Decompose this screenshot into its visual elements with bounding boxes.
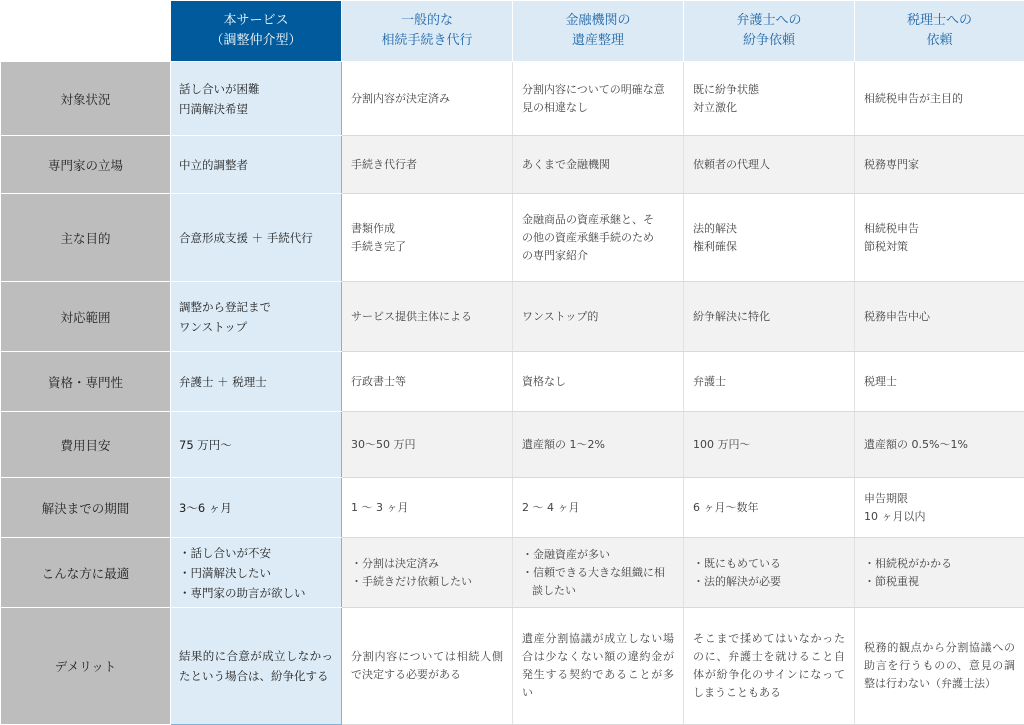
cell-line: 税理士 xyxy=(864,373,1015,391)
table-cell xyxy=(684,538,855,608)
cell-line: 依頼者の代理人 xyxy=(693,156,845,174)
table-row xyxy=(1,412,1024,478)
table-cell xyxy=(855,478,1024,538)
cell-line: 税務申告中心 xyxy=(864,308,1015,326)
cell-line: ・円満解決したい xyxy=(179,563,333,583)
table-row xyxy=(1,194,1024,282)
table-cell xyxy=(342,282,513,352)
column-header-bank xyxy=(513,1,684,62)
cell-line: 税務専門家 xyxy=(864,156,1015,174)
table-cell xyxy=(513,352,684,412)
cell-line: ・法的解決が必要 xyxy=(693,573,845,591)
cell-line: 対立激化 xyxy=(693,99,845,117)
table-cell xyxy=(684,608,855,725)
cell-line: 手続き代行者 xyxy=(351,156,503,174)
table-row xyxy=(1,538,1024,608)
table-cell xyxy=(855,194,1024,282)
cell-line: 相続税申告 xyxy=(864,220,1015,238)
cell-line: 調整から登記まで xyxy=(179,297,333,317)
cell-line: 手続き完了 xyxy=(351,238,503,256)
header-line: 依頼 xyxy=(855,31,1024,51)
main-service-cell xyxy=(171,136,342,194)
row-label: 資格・専門性 xyxy=(1,352,171,412)
table-cell xyxy=(513,62,684,136)
table-cell xyxy=(855,538,1024,608)
table-cell xyxy=(342,608,513,725)
column-header-tax xyxy=(855,1,1024,62)
table-cell xyxy=(684,62,855,136)
cell-line: ・話し合いが不安 xyxy=(179,543,333,563)
cell-line: 紛争解決に特化 xyxy=(693,308,845,326)
row-label: 費用目安 xyxy=(1,412,171,478)
main-service-cell xyxy=(171,194,342,282)
cell-line: 10 ヶ月以内 xyxy=(864,508,1015,526)
cell-line: ・相続税がかかる xyxy=(864,555,1015,573)
table-cell xyxy=(513,412,684,478)
row-label: こんな方に最適 xyxy=(1,538,171,608)
cell-line: 円満解決希望 xyxy=(179,99,333,119)
cell-line: 金融商品の資産承継と、そ xyxy=(522,211,674,229)
cell-line: 見の相違なし xyxy=(522,99,674,117)
cell-line: 申告期限 xyxy=(864,490,1015,508)
main-service-cell xyxy=(171,538,342,608)
cell-line: ・手続きだけ依頼したい xyxy=(351,573,503,591)
cell-line: ワンストップ xyxy=(179,317,333,337)
row-label: 対象状況 xyxy=(1,62,171,136)
cell-line: 遺産額の 0.5%〜1% xyxy=(864,436,1015,454)
table-cell xyxy=(684,478,855,538)
cell-line: ・信頼できる大きな組織に相談したい xyxy=(522,564,674,600)
table-cell xyxy=(684,194,855,282)
cell-line: 30〜50 万円 xyxy=(351,436,503,454)
cell-line: あくまで金融機関 xyxy=(522,156,674,174)
cell-line: 100 万円〜 xyxy=(693,436,845,454)
header-line: 一般的な xyxy=(342,11,512,31)
cell-line: ・金融資産が多い xyxy=(522,546,674,564)
row-label: 解決までの期間 xyxy=(1,478,171,538)
cell-line: 75 万円〜 xyxy=(179,435,333,455)
header-row xyxy=(1,1,1024,62)
cell-line: 資格なし xyxy=(522,373,674,391)
cell-line: サービス提供主体による xyxy=(351,308,503,326)
table-cell xyxy=(342,412,513,478)
table-row xyxy=(1,608,1024,725)
table-cell xyxy=(342,136,513,194)
header-line: 弁護士への xyxy=(684,11,854,31)
cell-line: 6 ヶ月〜数年 xyxy=(693,499,845,517)
table-row xyxy=(1,352,1024,412)
table-cell xyxy=(855,412,1024,478)
cell-line: 節税対策 xyxy=(864,238,1015,256)
row-label: デメリット xyxy=(1,608,171,725)
header-line: 本サービス xyxy=(171,11,341,31)
row-label: 対応範囲 xyxy=(1,282,171,352)
table-cell xyxy=(855,136,1024,194)
cell-line: 結果的に合意が成立しなかったという場合は、紛争化する xyxy=(179,646,333,686)
cell-line: そこまで揉めてはいなかったのに、弁護士を就けること自体が紛争化のサインになってしまうこともある xyxy=(693,630,845,702)
header-line: 紛争依頼 xyxy=(684,31,854,51)
table-cell xyxy=(513,608,684,725)
cell-line: 行政書士等 xyxy=(351,373,503,391)
column-header-lawyer xyxy=(684,1,855,62)
header-line: （調整仲介型） xyxy=(171,31,341,51)
table-cell xyxy=(684,352,855,412)
main-service-cell xyxy=(171,412,342,478)
table-cell xyxy=(855,62,1024,136)
cell-line: 権利確保 xyxy=(693,238,845,256)
cell-line: ワンストップ的 xyxy=(522,308,674,326)
table-cell xyxy=(684,282,855,352)
cell-line: 弁護士 ＋ 税理士 xyxy=(179,372,333,392)
table-cell xyxy=(513,478,684,538)
table-cell xyxy=(684,412,855,478)
cell-line: 遺産額の 1〜2% xyxy=(522,436,674,454)
cell-line: 既に紛争状態 xyxy=(693,81,845,99)
table-row xyxy=(1,136,1024,194)
row-label: 主な目的 xyxy=(1,194,171,282)
cell-line: 書類作成 xyxy=(351,220,503,238)
table-cell xyxy=(855,282,1024,352)
header-line: 金融機関の xyxy=(513,11,683,31)
column-header-main-service xyxy=(171,1,342,62)
table-cell xyxy=(342,194,513,282)
cell-line: 税務的観点から分割協議への助言を行うものの、意見の調整は行わない（弁護士法） xyxy=(864,639,1015,693)
row-label: 専門家の立場 xyxy=(1,136,171,194)
header-line: 遺産整理 xyxy=(513,31,683,51)
cell-line: の他の資産承継手続のため xyxy=(522,229,674,247)
cell-line: 弁護士 xyxy=(693,373,845,391)
cell-line: 分割内容についての明確な意 xyxy=(522,81,674,99)
table-row xyxy=(1,478,1024,538)
table-row xyxy=(1,282,1024,352)
table-cell xyxy=(855,608,1024,725)
cell-line: 中立的調整者 xyxy=(179,155,333,175)
cell-line: ・専門家の助言が欲しい xyxy=(179,583,333,603)
column-header-agency xyxy=(342,1,513,62)
cell-line: 分割内容については相続人側で決定する必要がある xyxy=(351,648,503,684)
cell-line: ・既にもめている xyxy=(693,555,845,573)
cell-line: 分割内容が決定済み xyxy=(351,90,503,108)
header-line: 税理士への xyxy=(855,11,1024,31)
cell-line: 3〜6 ヶ月 xyxy=(179,498,333,518)
cell-line: 1 〜 3 ヶ月 xyxy=(351,499,503,517)
cell-line: の専門家紹介 xyxy=(522,247,674,265)
table-cell xyxy=(342,478,513,538)
table-cell xyxy=(342,352,513,412)
cell-line: 遺産分割協議が成立しない場合は少なくない額の違約金が発生する契約であることが多い xyxy=(522,630,674,702)
main-service-cell xyxy=(171,608,342,725)
cell-line: 相続税申告が主目的 xyxy=(864,90,1015,108)
corner-cell xyxy=(1,1,171,62)
table-cell xyxy=(513,282,684,352)
header-line: 相続手続き代行 xyxy=(342,31,512,51)
main-service-cell xyxy=(171,478,342,538)
table-cell xyxy=(513,538,684,608)
table-cell xyxy=(342,538,513,608)
table-cell xyxy=(513,194,684,282)
cell-line: 話し合いが困難 xyxy=(179,79,333,99)
table-cell xyxy=(513,136,684,194)
table-cell xyxy=(684,136,855,194)
cell-line: 合意形成支援 ＋ 手続代行 xyxy=(179,228,333,248)
cell-line: ・節税重視 xyxy=(864,573,1015,591)
table-cell xyxy=(342,62,513,136)
table-cell xyxy=(855,352,1024,412)
cell-line: 2 〜 4 ヶ月 xyxy=(522,499,674,517)
cell-line: ・分割は決定済み xyxy=(351,555,503,573)
main-service-cell xyxy=(171,62,342,136)
table-row xyxy=(1,62,1024,136)
main-service-cell xyxy=(171,282,342,352)
main-service-cell xyxy=(171,352,342,412)
cell-line: 法的解決 xyxy=(693,220,845,238)
